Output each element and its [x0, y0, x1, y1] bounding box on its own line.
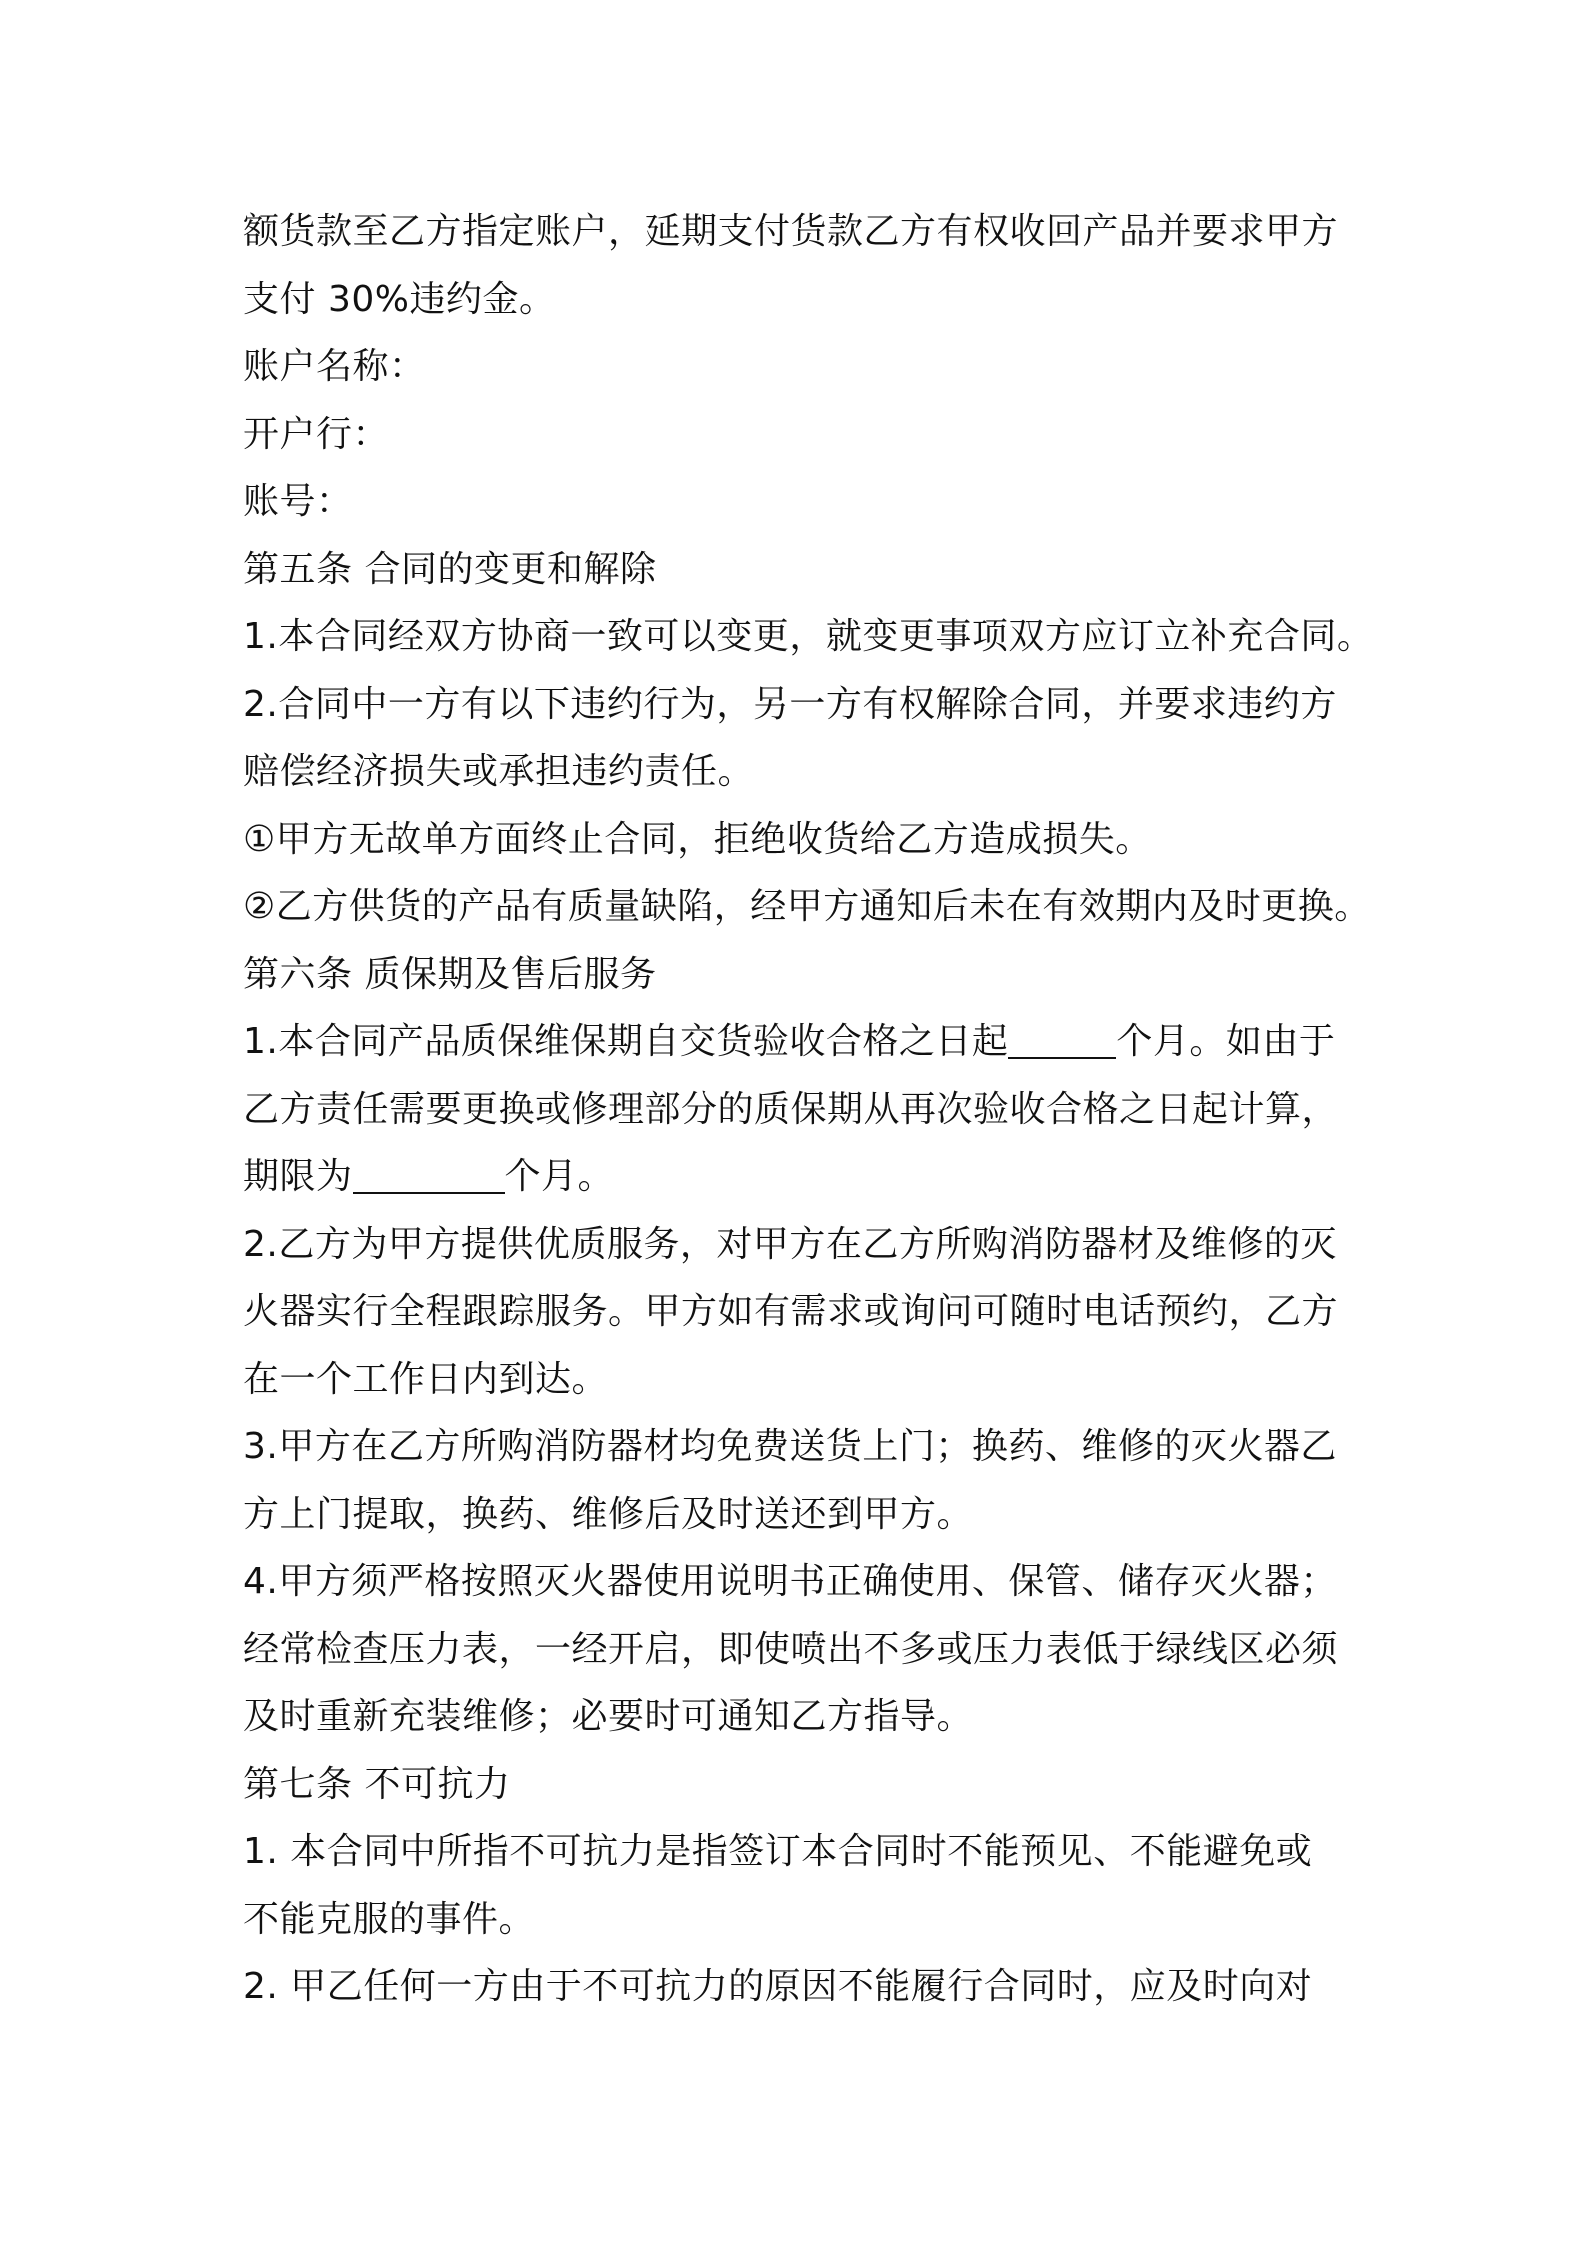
- clause-6-heading: 第六条 质保期及售后服务: [243, 953, 657, 995]
- account-number-label: 账号：: [243, 481, 353, 522]
- text-line: 乙方责任需要更换或修理部分的质保期从再次验收合格之日起计算，: [243, 1088, 1339, 1130]
- text-line: 火器实行全程跟踪服务。甲方如有需求或询问可随时电话预约，乙方: [243, 1291, 1339, 1332]
- text-line: 2.乙方为甲方提供优质服务，对甲方在乙方所购消防器材及维修的灭: [243, 1223, 1337, 1265]
- term-months-blank[interactable]: [353, 1152, 505, 1194]
- text-line: 3.甲方在乙方所购消防器材均免费送货上门；换药、维修的灭火器乙: [243, 1426, 1337, 1467]
- clause-7-heading: 第七条 不可抗力: [243, 1763, 511, 1805]
- text-line: 支付 30%违约金。: [243, 278, 556, 320]
- text-line: 额货款至乙方指定账户，延期支付货款乙方有权收回产品并要求甲方: [243, 211, 1339, 252]
- text-line: 及时重新充装维修；必要时可通知乙方指导。: [243, 1696, 974, 1737]
- text-line: 1. 本合同中所指不可抗力是指签订本合同时不能预见、不能避免或: [243, 1831, 1313, 1872]
- clause-6-item-1-line-1: [243, 1008, 1363, 1076]
- text-segment: 1.本合同产品质保维保期自交货验收合格之日起: [243, 1021, 1009, 1062]
- text-line: 2. 甲乙任何一方由于不可抗力的原因不能履行合同时，应及时向对: [243, 1966, 1313, 2007]
- bank-label: 开户行：: [243, 413, 390, 455]
- text-line: 赔偿经济损失或承担违约责任。: [243, 751, 755, 792]
- warranty-months-blank[interactable]: [1008, 1017, 1116, 1059]
- contract-page: [243, 198, 1374, 2021]
- clause-6-item-1-line-3: [243, 1143, 1363, 1211]
- text-line: 经常检查压力表，一经开启，即使喷出不多或压力表低于绿线区必须: [243, 1628, 1339, 1670]
- account-name-label: 账户名称：: [243, 346, 426, 387]
- text-line: ②乙方供货的产品有质量缺陷，经甲方通知后未在有效期内及时更换。: [243, 886, 1371, 927]
- text-line: 2.合同中一方有以下违约行为，另一方有权解除合同，并要求违约方: [243, 683, 1337, 725]
- text-line: 在一个工作日内到达。: [243, 1358, 609, 1400]
- text-line: 不能克服的事件。: [243, 1898, 536, 1940]
- text-segment: 个月。如由于: [1116, 1021, 1336, 1062]
- text-line: 4.甲方须严格按照灭火器使用说明书正确使用、保管、储存灭火器；: [243, 1561, 1337, 1602]
- text-segment: 个月。: [504, 1156, 615, 1197]
- text-segment: 期限为: [243, 1156, 353, 1197]
- text-line: ①甲方无故单方面终止合同，拒绝收货给乙方造成损失。: [243, 818, 1152, 860]
- clause-5-heading: 第五条 合同的变更和解除: [243, 548, 657, 590]
- text-line: 方上门提取，换药、维修后及时送还到甲方。: [243, 1493, 974, 1535]
- text-line: 1.本合同经双方协商一致可以变更，就变更事项双方应订立补充合同。: [243, 616, 1374, 657]
